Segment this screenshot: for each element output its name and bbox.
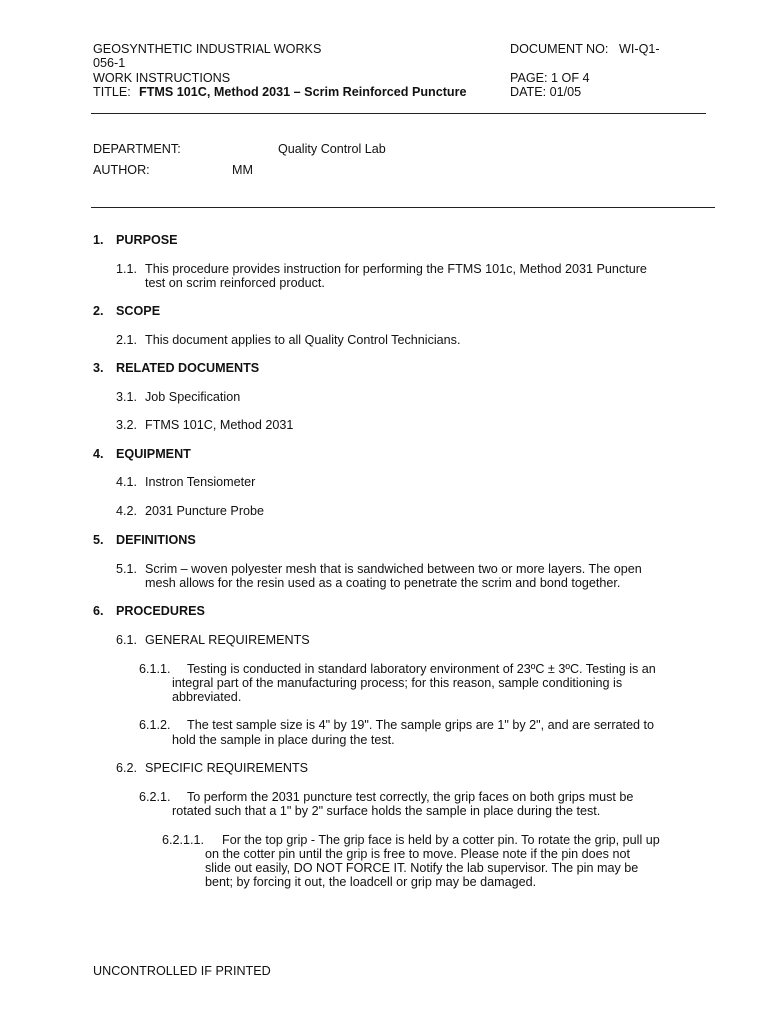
section-number: 3. [93, 361, 104, 375]
subsection-heading-general-requirements: GENERAL REQUIREMENTS [145, 633, 310, 647]
paragraph-line: To perform the 2031 puncture test correctly, the grip faces on both grips must be [187, 790, 634, 804]
item-number: 5.1. [116, 562, 138, 576]
section-heading-purpose: PURPOSE [116, 233, 178, 247]
section-heading-procedures: PROCEDURES [116, 604, 205, 618]
item-number: 4.2. [116, 504, 138, 518]
paragraph-line: abbreviated. [172, 690, 242, 704]
document-date: DATE: 01/05 [510, 85, 582, 99]
paragraph-line: integral part of the manufacturing process; for this reason, sample conditioning is [172, 676, 623, 690]
item-number: 3.2. [116, 418, 138, 432]
department-value: Quality Control Lab [278, 142, 386, 156]
department-label: DEPARTMENT: [93, 142, 181, 156]
item-number: 6.1. [116, 633, 138, 647]
footer-notice: UNCONTROLLED IF PRINTED [93, 964, 271, 978]
author-value: MM [232, 163, 253, 177]
paragraph-line: This document applies to all Quality Control Technicians. [145, 333, 461, 347]
section-number: 6. [93, 604, 104, 618]
work-instructions-label: WORK INSTRUCTIONS [93, 71, 231, 85]
title-label: TITLE: [93, 85, 131, 99]
document-number-value: WI-Q1- [619, 42, 660, 56]
list-item: Job Specification [145, 390, 241, 404]
section-heading-related-documents: RELATED DOCUMENTS [116, 361, 260, 375]
section-heading-equipment: EQUIPMENT [116, 447, 191, 461]
list-item: Instron Tensiometer [145, 475, 256, 489]
item-number: 6.1.2. [139, 718, 171, 732]
section-number: 2. [93, 304, 104, 318]
item-number: 6.2. [116, 761, 138, 775]
document-number-label: DOCUMENT NO: [510, 42, 609, 56]
paragraph-line: on the cotter pin until the grip is free to move. Please note if the pin does not [205, 847, 630, 861]
paragraph-line: slide out easily, DO NOT FORCE IT. Notify the lab supervisor. The pin may be [205, 861, 639, 875]
section-number: 1. [93, 233, 104, 247]
section-number: 4. [93, 447, 104, 461]
item-number: 6.2.1. [139, 790, 171, 804]
paragraph-line: mesh allows for the resin used as a coating to penetrate the scrim and bond together. [145, 576, 621, 590]
document-number-continued: 056-1 [93, 56, 126, 70]
section-heading-scope: SCOPE [116, 304, 161, 318]
company-name: GEOSYNTHETIC INDUSTRIAL WORKS [93, 42, 322, 56]
paragraph-line: The test sample size is 4" by 19". The sample grips are 1" by 2", and are serrated to [187, 718, 655, 732]
paragraph-line: bent; by forcing it out, the loadcell or grip may be damaged. [205, 875, 537, 889]
page-number: PAGE: 1 OF 4 [510, 71, 590, 85]
item-number: 1.1. [116, 262, 138, 276]
section-heading-definitions: DEFINITIONS [116, 533, 196, 547]
paragraph-line: For the top grip - The grip face is held by a cotter pin. To rotate the grip, pull up [222, 833, 660, 847]
item-number: 2.1. [116, 333, 138, 347]
document-title: FTMS 101C, Method 2031 – Scrim Reinforced Puncture [139, 85, 467, 99]
paragraph-line: This procedure provides instruction for performing the FTMS 101c, Method 2031 Puncture [145, 262, 647, 276]
section-number: 5. [93, 533, 104, 547]
list-item: 2031 Puncture Probe [145, 504, 265, 518]
paragraph-line: Scrim – woven polyester mesh that is sandwiched between two or more layers. The open [145, 562, 642, 576]
header-divider [91, 113, 706, 114]
meta-divider [91, 207, 715, 208]
item-number: 4.1. [116, 475, 138, 489]
author-label: AUTHOR: [93, 163, 150, 177]
paragraph-line: test on scrim reinforced product. [145, 276, 325, 290]
paragraph-line: rotated such that a 1" by 2" surface holds the sample in place during the test. [172, 804, 601, 818]
item-number: 3.1. [116, 390, 138, 404]
list-item: FTMS 101C, Method 2031 [145, 418, 294, 432]
subsection-heading-specific-requirements: SPECIFIC REQUIREMENTS [145, 761, 309, 775]
item-number: 6.1.1. [139, 662, 171, 676]
paragraph-line: hold the sample in place during the test. [172, 733, 395, 747]
item-number: 6.2.1.1. [162, 833, 205, 847]
paragraph-line: Testing is conducted in standard laboratory environment of 23ºC ± 3ºC. Testing is an [187, 662, 656, 676]
